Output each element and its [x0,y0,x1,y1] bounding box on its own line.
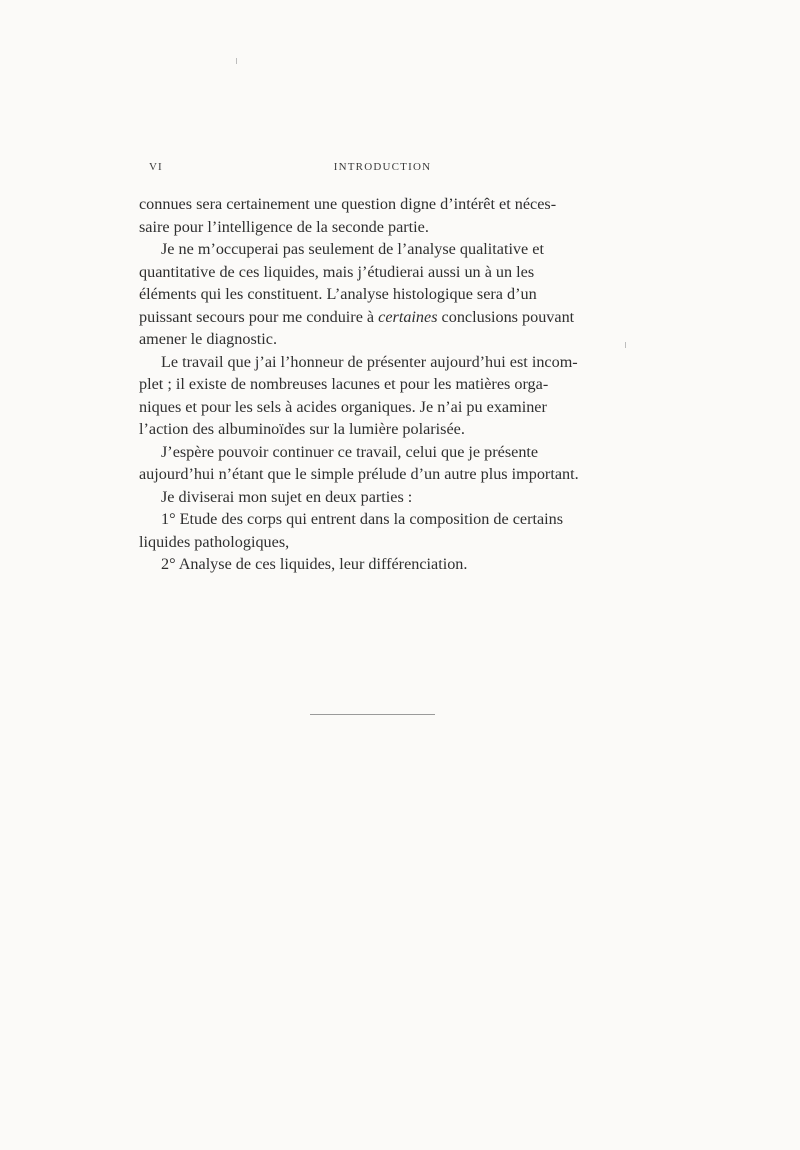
text-line: conclusions pouvant [437,307,575,326]
paragraph-6 [139,508,614,531]
paragraph-1-end [139,216,614,239]
text-line: 1° Etude des corps qui entrent dans la composition de certains [161,510,564,528]
text-line: l’action des albuminoïdes sur la lumière polarisée. [139,420,465,438]
paper-speck [236,58,237,64]
paper-speck [625,342,626,348]
text-line: Je diviserai mon sujet en deux parties : [161,487,413,506]
body-text [139,193,614,576]
text-line: puissant secours pour me conduire à [139,307,379,326]
running-title: INTRODUCTION [333,161,432,173]
paragraph-3-end [139,418,614,441]
paragraph-3-line [139,373,614,396]
text-line: amener le diagnostic. [139,330,277,348]
text-line: liquides pathologiques, [139,532,290,551]
running-head [139,161,614,181]
text-line: connues sera certainement une question digne d’intérêt et néces- [139,195,557,213]
paragraph-4 [139,441,614,464]
paragraph-2-end [139,328,614,351]
text-line: Le travail que j’ai l’honneur de présenter aujourd’hui est incom- [161,352,578,371]
page-number: VI [149,161,163,173]
text-line: saire pour l’intelligence de la seconde partie. [139,217,429,236]
text-line: éléments qui les constituent. L’analyse histologique sera d’un [139,285,537,303]
text-line: plet ; il existe de nombreuses lacunes et pour les matières orga- [139,375,549,393]
paragraph-2-line [139,306,614,329]
paragraph-4-end [139,463,614,486]
text-line: quantitative de ces liquides, mais j’étudierai aussi un à un les [139,262,535,281]
closing-rule [310,714,435,715]
text-line: aujourd’hui n’étant que le simple prélude d’un autre plus important. [139,465,579,483]
paragraph-1 [139,193,614,216]
paragraph-3 [139,351,614,374]
paragraph-5 [139,486,614,509]
paragraph-6-end [139,531,614,554]
paragraph-2-line [139,283,614,306]
paragraph-7 [139,553,614,576]
italic-word: certaines [378,307,438,326]
text-line: Je ne m’occuperai pas seulement de l’analyse qualitative et [161,240,544,258]
text-line: niques et pour les sels à acides organiques. Je n’ai pu examiner [139,397,547,416]
paragraph-2-line [139,261,614,284]
text-line: 2° Analyse de ces liquides, leur différenciation. [161,555,468,573]
paragraph-3-line [139,396,614,419]
text-line: J’espère pouvoir continuer ce travail, celui que je présente [161,442,539,461]
paragraph-2 [139,238,614,261]
